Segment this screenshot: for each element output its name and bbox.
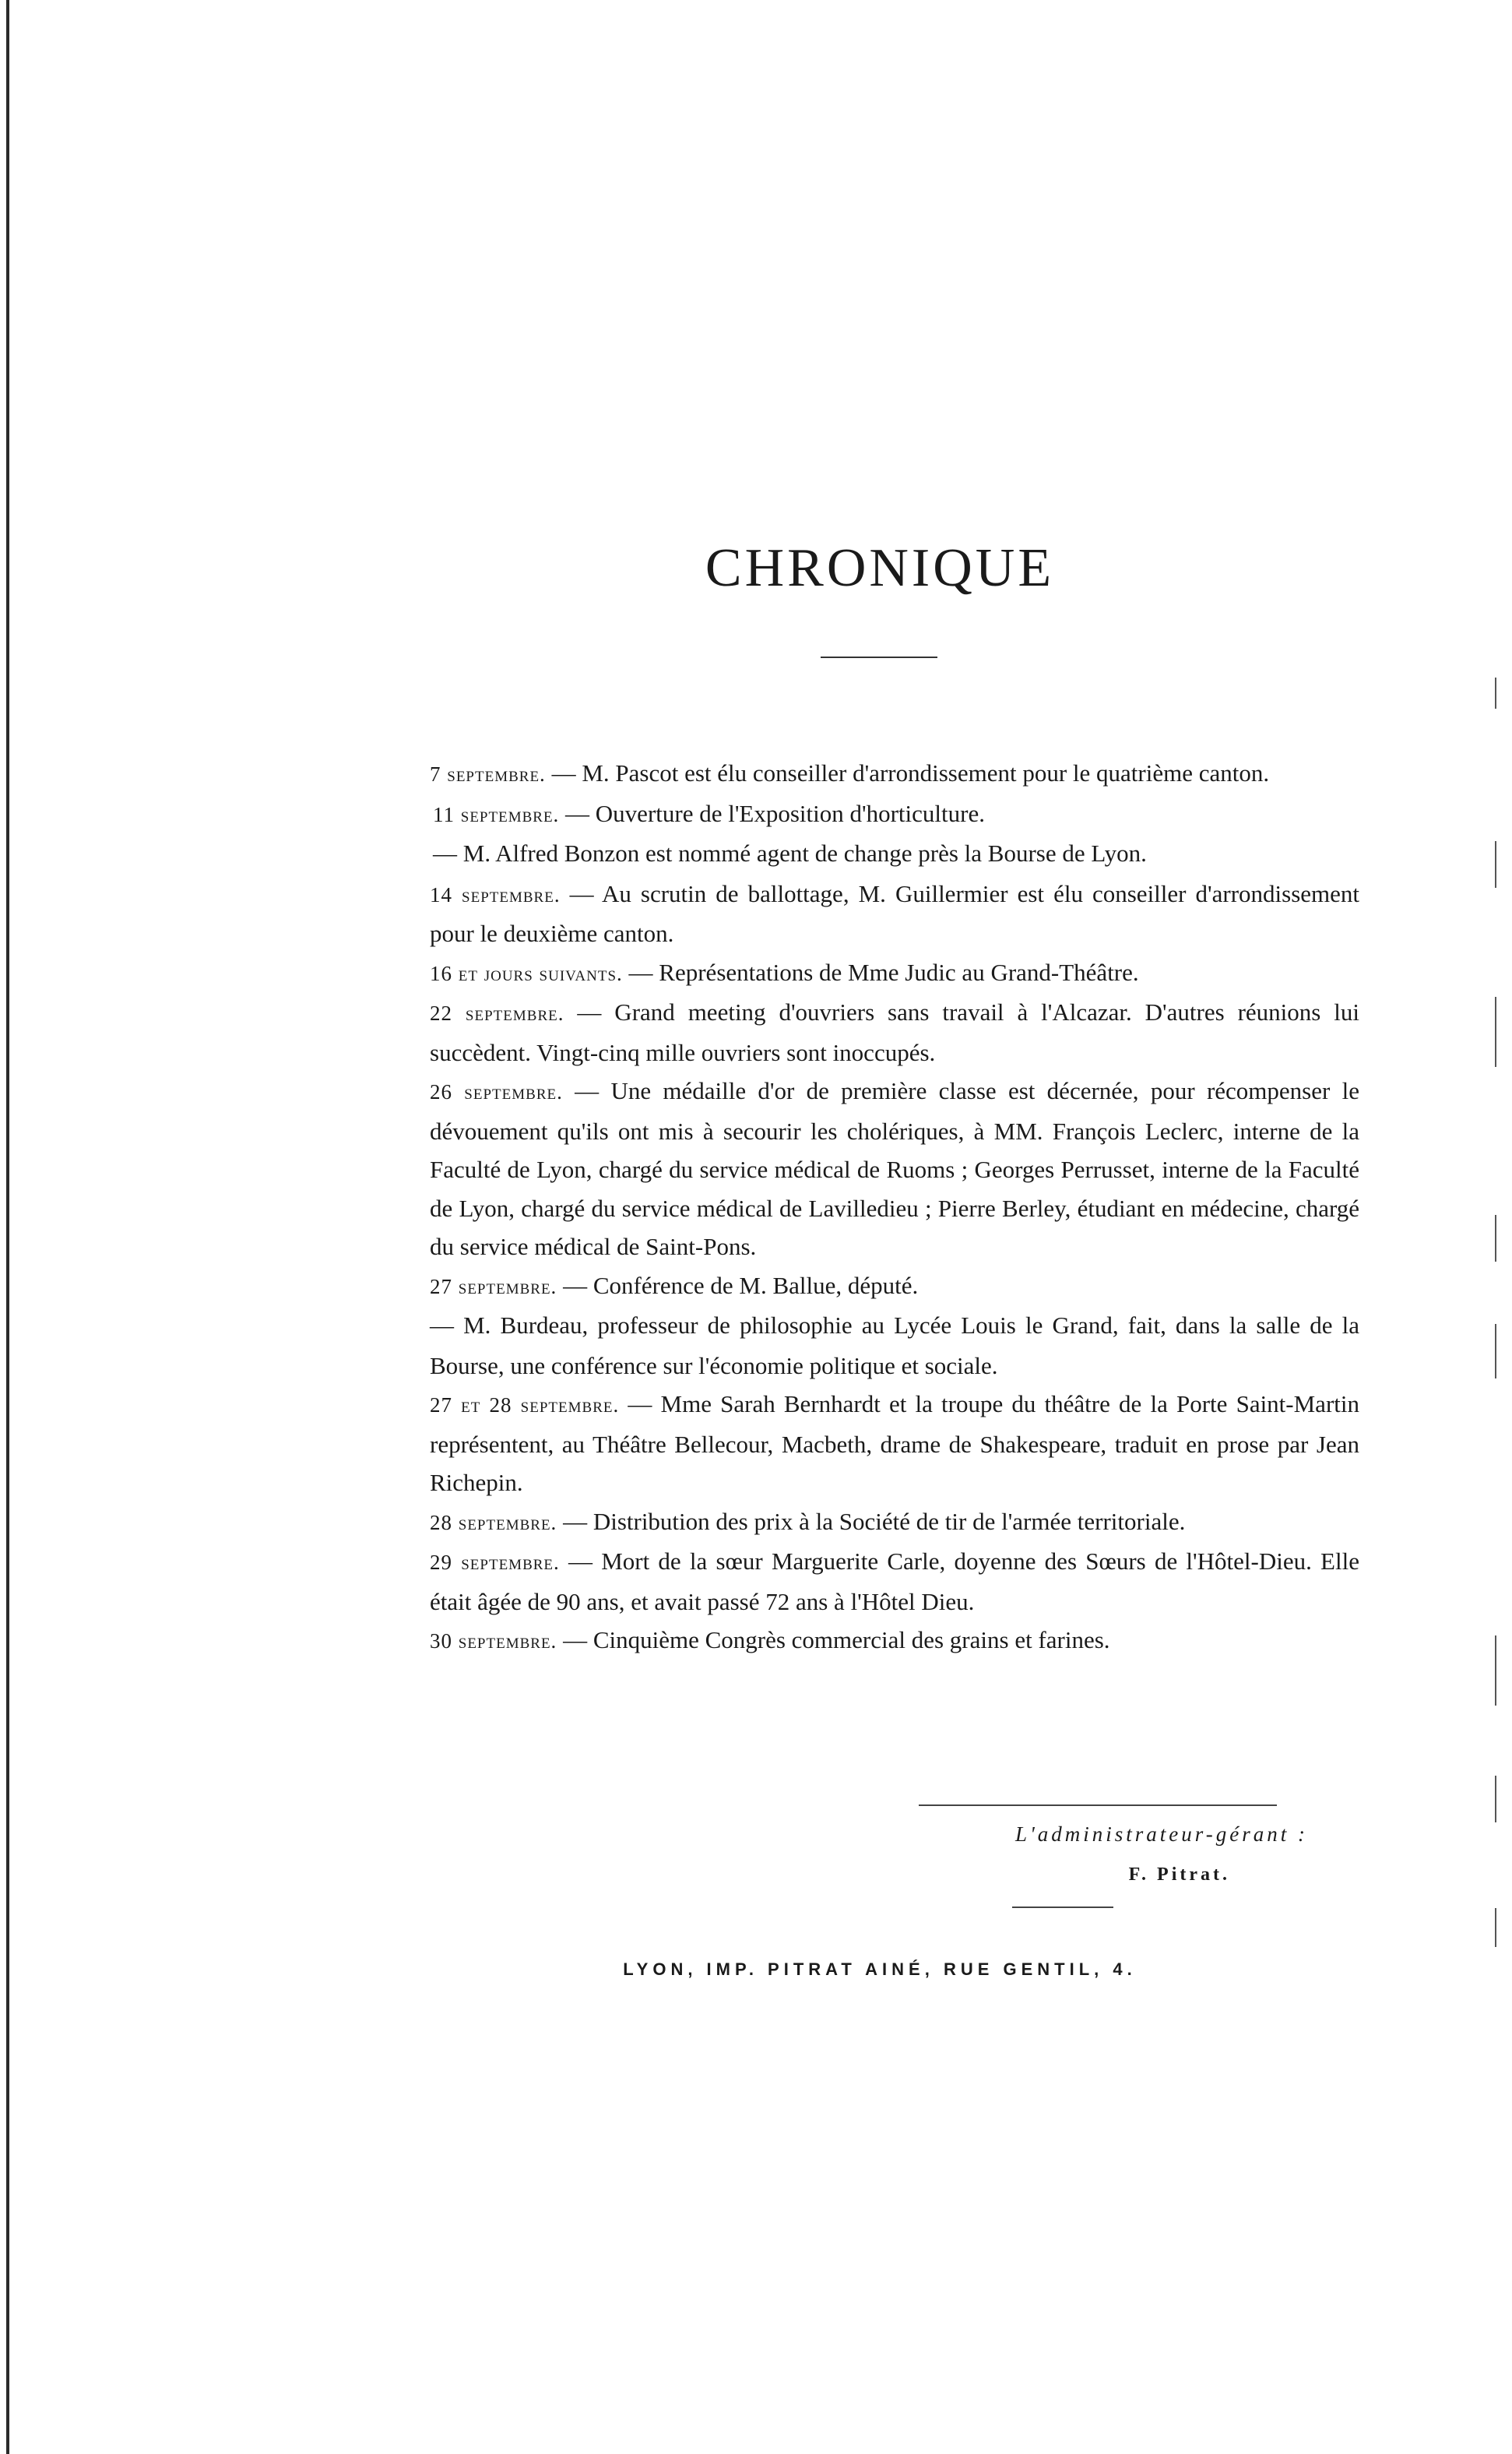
entry-text: — Ouverture de l'Exposition d'horticulture. — [565, 799, 985, 827]
chronicle-entry — [430, 1072, 1359, 1266]
margin-mark — [1495, 997, 1496, 1067]
entry-date: 27 et 28 septembre. — [430, 1393, 620, 1417]
margin-mark — [1495, 1215, 1496, 1262]
printer-imprint: LYON, IMP. PITRAT AINÉ, RUE GENTIL, 4. — [623, 1959, 1137, 1979]
chronicle-entry — [430, 1542, 1359, 1621]
margin-mark — [1495, 1635, 1496, 1706]
chronicle-entry — [430, 953, 1359, 994]
entry-date: 26 septembre. — [430, 1080, 563, 1104]
entry-date: 11 septembre. — [433, 802, 560, 826]
margin-mark — [1495, 1776, 1496, 1822]
entry-text: — Mme Sarah Bernhardt et la troupe du théâtre de la Porte Saint-Martin représentent, au Théâtre Bellecour, Macbeth, drame de Shakespeare, traduit en prose par Jean Richepin. — [430, 1390, 1359, 1496]
title-divider — [821, 657, 937, 658]
chronicle-entry — [430, 794, 1359, 835]
chronicle-entry — [430, 1502, 1359, 1543]
chronicle-entry — [430, 1385, 1359, 1502]
margin-mark — [1495, 1324, 1496, 1378]
entry-text: — Représentations de Mme Judic au Grand-Théâtre. — [628, 958, 1139, 986]
chronicle-entry — [430, 1306, 1359, 1385]
chronicle-entry — [430, 993, 1359, 1072]
entry-text: — Mort de la sœur Marguerite Carle, doyenne des Sœurs de l'Hôtel-Dieu. Elle était âgée de 90 ans, et avait passé 72 ans à l'Hôtel Dieu. — [430, 1547, 1359, 1615]
entry-date: 22 septembre. — [430, 1002, 564, 1025]
signature-role: L'administrateur-gérant : — [1015, 1822, 1308, 1846]
page-title: CHRONIQUE — [705, 538, 1055, 598]
entry-text: — Distribution des prix à la Société de tir de l'armée territoriale. — [563, 1507, 1186, 1535]
entry-text: — M. Alfred Bonzon est nommé agent de change près la Bourse de Lyon. — [433, 840, 1147, 867]
entry-text: — Au scrutin de ballottage, M. Guillermier est élu conseiller d'arrondissement pour le deuxième canton. — [430, 879, 1359, 947]
page-edge-rule — [6, 0, 9, 2454]
entry-text: — Cinquième Congrès commercial des grains et farines. — [563, 1626, 1110, 1653]
signature-divider — [919, 1804, 1277, 1806]
entry-date: 27 septembre. — [430, 1274, 557, 1298]
signature-name: F. Pitrat. — [1128, 1864, 1230, 1885]
entry-text: — M. Pascot est élu conseiller d'arrondissement pour le quatrième canton. — [551, 759, 1270, 787]
margin-mark — [1495, 678, 1496, 709]
chronicle-entry — [430, 834, 1359, 875]
margin-mark — [1495, 841, 1496, 888]
entry-text: — Conférence de M. Ballue, député. — [563, 1271, 919, 1299]
chronicle-entry — [430, 875, 1359, 953]
entry-date: 16 et jours suivants. — [430, 961, 623, 985]
entry-date: 7 septembre. — [430, 762, 546, 786]
chronicle-entry — [430, 1621, 1359, 1661]
entry-date: 28 septembre. — [430, 1510, 557, 1534]
chronicle-entry — [430, 754, 1359, 794]
margin-mark — [1495, 1908, 1496, 1947]
entry-text: — M. Burdeau, professeur de philosophie au Lycée Louis le Grand, fait, dans la salle de la Bourse, une conférence sur l'économie politique et sociale. — [430, 1311, 1359, 1379]
chronicle-entries — [430, 754, 1359, 1661]
entry-text: — Une médaille d'or de première classe est décernée, pour récompenser le dévouement qu'ils ont mis à secourir les cholériques, à MM. François Leclerc, interne de la Faculté de Lyon, chargé du service médical de Ruoms ; Georges Perrusset, interne de la Faculté de Lyon, chargé du service médical de Lavilledieu ; Pierre Berley, étudiant en médecine, chargé du service médical de Saint-Pons. — [430, 1077, 1359, 1260]
entry-date: 29 septembre. — [430, 1551, 560, 1574]
entry-text: — Grand meeting d'ouvriers sans travail à l'Alcazar. D'autres réunions lui succèdent. Vingt-cinq mille ouvriers sont inoccupés. — [430, 998, 1359, 1066]
entry-date: 14 septembre. — [430, 882, 561, 907]
chronicle-entry — [430, 1266, 1359, 1307]
entry-date: 30 septembre. — [430, 1629, 557, 1653]
signature-underline — [1012, 1907, 1113, 1908]
